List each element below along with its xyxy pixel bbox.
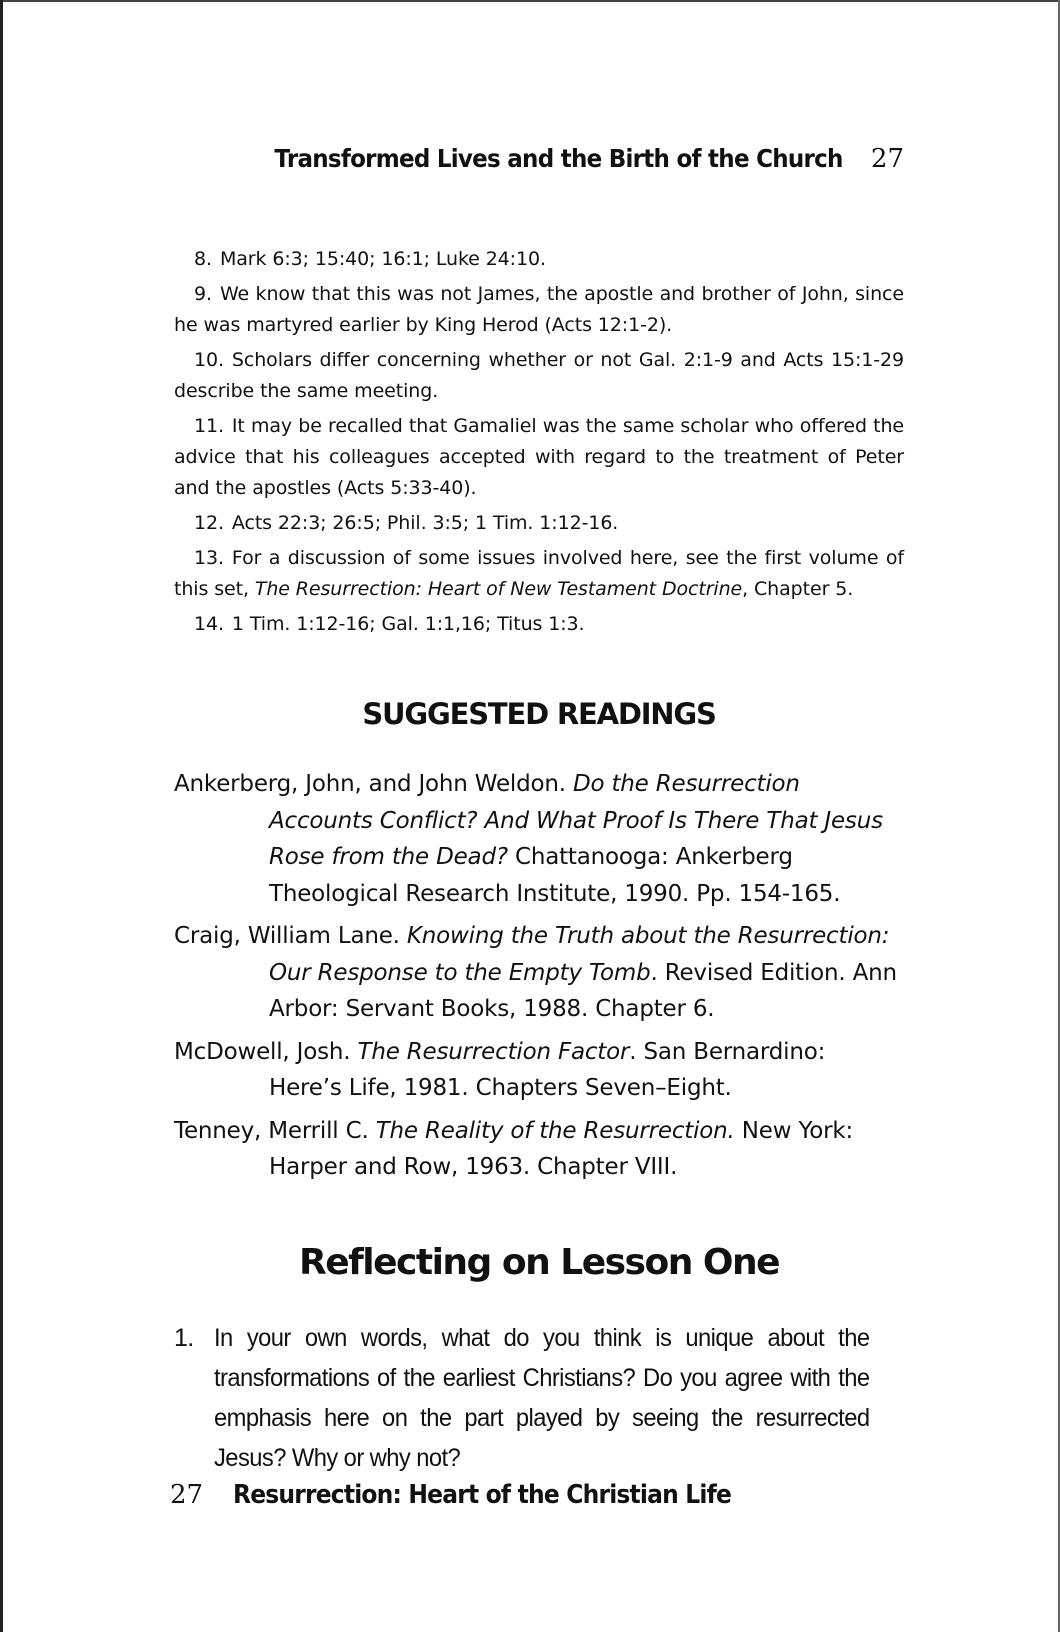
endnote-number: 10.	[194, 349, 224, 371]
page-border-left	[0, 0, 3, 1632]
reading-entry	[174, 918, 904, 1028]
endnote	[174, 411, 904, 504]
endnote-text: It may be recalled that Gamaliel was the same scholar who offered the advice that his colleagues accepted with regard to the treatment of Peter and the apostles (Acts 5:33-40).	[174, 415, 904, 499]
endnotes	[174, 244, 904, 644]
page-border-top	[0, 0, 1060, 2]
reading-entry	[174, 1034, 904, 1107]
endnote-text: For a discussion of some issues involved here, see the first volume of this set,	[174, 547, 904, 600]
reflecting-heading: Reflecting on Lesson One	[298, 1242, 780, 1283]
reading-entry	[174, 1113, 904, 1186]
reading-title: Do the Resurrection Accounts Conflict? And What Proof Is There That Jesus Rose from the Dead?	[269, 771, 883, 870]
endnote-text: Acts 22:3; 26:5; Phil. 3:5; 1 Tim. 1:12-16.	[231, 512, 619, 534]
endnote-number: 8.	[194, 248, 212, 270]
suggested-readings-heading: SUGGESTED READINGS	[362, 697, 716, 731]
running-head-page-number: 27	[870, 144, 904, 174]
endnote-text: 1 Tim. 1:12-16; Gal. 1:1,16; Titus 1:3.	[231, 613, 585, 635]
reflection-questions	[174, 1318, 904, 1478]
endnote-text: Mark 6:3; 15:40; 16:1; Luke 24:10.	[219, 248, 546, 270]
page-footer	[170, 1480, 786, 1510]
endnote-number: 14.	[194, 613, 224, 635]
reading-details: New York: Harper and Row, 1963. Chapter VIII.	[269, 1117, 854, 1180]
reading-author: Ankerberg, John, and John Weldon.	[174, 771, 573, 797]
reading-title: Knowing the Truth about the Resurrection: Our Response to the Empty Tomb	[269, 923, 890, 986]
question-text: In your own words, what do you think is unique about the transformations of the earliest Christians? Do you agree with the emphasis here on the part played by seeing the resurrected Jesus? Why or why not?	[214, 1324, 870, 1472]
reading-title: The Reality of the Resurrection.	[375, 1117, 735, 1144]
reading-details: Chattanooga: Ankerberg Theological Research Institute, 1990. Pp. 154-165.	[269, 844, 841, 907]
endnote-text: , Chapter 5.	[742, 578, 854, 600]
question-number: 1.	[174, 1324, 194, 1352]
endnote-text: Scholars differ concerning whether or not Gal. 2:1-9 and Acts 15:1-29 describe the same meeting.	[174, 349, 904, 402]
endnote	[174, 543, 904, 605]
reading-author: Tenney, Merrill C.	[174, 1117, 376, 1144]
running-head-title: Transformed Lives and the Birth of the Church	[274, 144, 843, 173]
endnote	[174, 508, 904, 539]
reading-author: Craig, William Lane.	[174, 923, 407, 949]
endnote	[174, 244, 904, 275]
reading-entry	[174, 766, 904, 912]
endnote	[174, 279, 904, 341]
reading-details: . San Bernardino: Here’s Life, 1981. Chapters Seven–Eight.	[269, 1038, 826, 1101]
running-head	[170, 144, 904, 174]
question-item	[174, 1318, 904, 1478]
suggested-readings-list	[174, 766, 904, 1192]
reading-details: . Revised Edition. Ann Arbor: Servant Books, 1988. Chapter 6.	[269, 959, 897, 1022]
endnote-number: 12.	[194, 512, 224, 534]
endnote-number: 13.	[194, 547, 224, 569]
footer-book-title: Resurrection: Heart of the Christian Life	[233, 1480, 732, 1510]
footer-page-number: 27	[170, 1480, 204, 1510]
endnote-text: We know that this was not James, the apostle and brother of John, since he was martyred earlier by King Herod (Acts 12:1-2).	[174, 283, 904, 336]
endnote-number: 9.	[194, 283, 212, 305]
reading-author: McDowell, Josh.	[174, 1038, 358, 1065]
reading-title: The Resurrection Factor	[357, 1038, 630, 1065]
endnote	[174, 609, 904, 640]
endnote-number: 11.	[194, 415, 224, 437]
endnote-book-title: The Resurrection: Heart of New Testament Doctrine	[254, 578, 743, 600]
endnote	[174, 345, 904, 407]
